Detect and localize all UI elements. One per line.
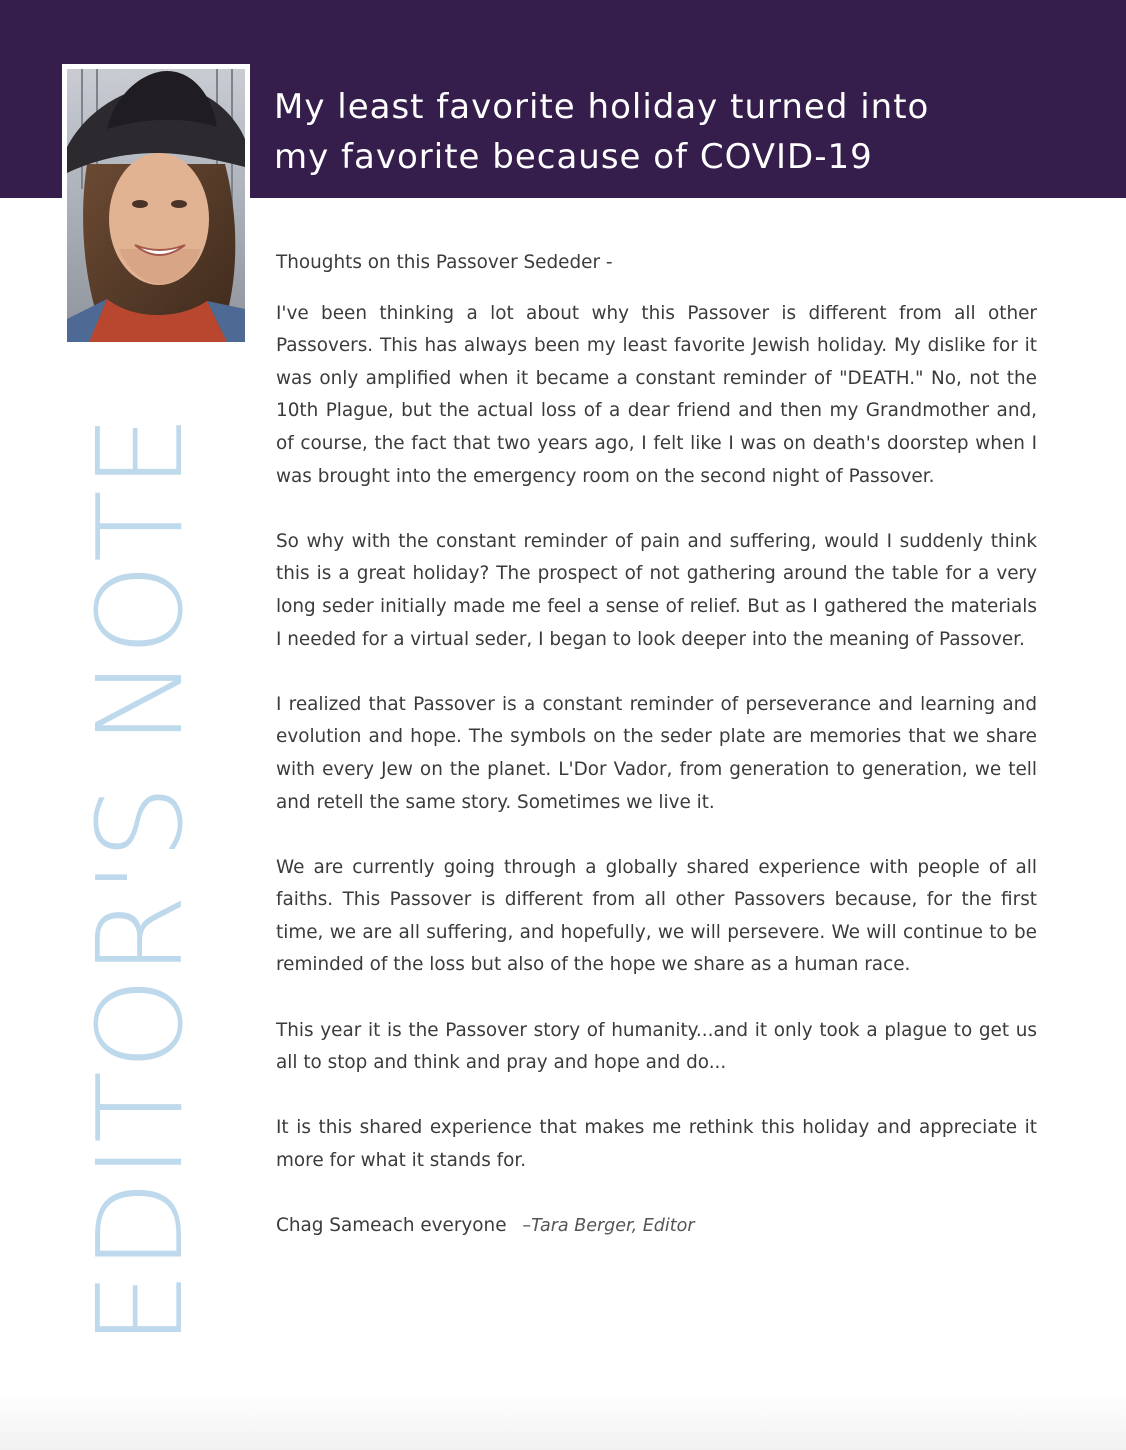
editor-photo [67, 69, 245, 342]
article-title [274, 82, 1094, 182]
page-bottom-shadow [0, 1390, 1126, 1450]
article-intro: Thoughts on this Passover Sededer - [276, 252, 613, 273]
editor-signature: –Tara Berger, Editor [522, 1216, 695, 1237]
article-paragraph: We are currently going through a globally shared experience with people of all faiths. This Passover is different from all other Passovers because, for the first time, we are all suffering, and hopefully, we will persevere. We will continue to be reminded of the loss but also of the hope we share as a human race. [276, 856, 1037, 976]
article-title-line-1: My least favorite holiday turned into [274, 87, 930, 127]
article-paragraph: I realized that Passover is a constant reminder of perseverance and learning and evolution and hope. The symbols on the seder plate are memories that we share with every Jew on the planet. L'Dor Vador, from generation to generation, we tell and retell the same story. Sometimes we live it. [276, 693, 1037, 813]
article-paragraph: I've been thinking a lot about why this Passover is different from all other Passovers. This has always been my least favorite Jewish holiday. My dislike for it was only amplified when it became a constant reminder of "DEATH." No, not the 10th Plague, but the actual loss of a dear friend and then my Grandmother and, of course, the fact that two years ago, I felt like I was on death's doorstep when I was brought into the emergency room on the second night of Passover. [276, 302, 1037, 487]
editor-photo-frame [62, 64, 250, 347]
signoff-text: Chag Sameach everyone [276, 1215, 507, 1237]
article-paragraph: This year it is the Passover story of humanity...and it only took a plague to get us all to stop and think and pray and hope and do... [276, 1019, 1037, 1074]
section-label-editors-note: EDITOR'S NOTE [71, 413, 209, 1347]
editor-portrait-image [67, 69, 245, 342]
article-body [276, 247, 1037, 1243]
signoff-row [276, 1210, 1037, 1243]
article-title-line-2: my favorite because of COVID-19 [274, 137, 873, 177]
article-paragraph: So why with the constant reminder of pain and suffering, would I suddenly think this is a great holiday? The prospect of not gathering around the table for a very long seder initially made me feel a sense of relief. But as I gathered the materials I needed for a virtual seder, I began to look deeper into the meaning of Passover. [276, 530, 1037, 650]
article-paragraph: It is this shared experience that makes me rethink this holiday and appreciate it more for what it stands for. [276, 1117, 1037, 1172]
